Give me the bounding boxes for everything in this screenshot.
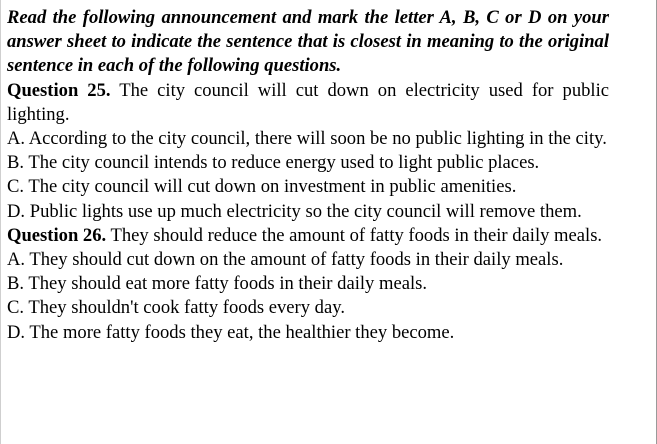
question-25 (7, 79, 609, 224)
question-stem (7, 224, 609, 248)
answer-option-c: C. They shouldn't cook fatty foods every day. (7, 297, 345, 319)
answer-option-c: C. The city council will cut down on investment in public amenities. (7, 176, 517, 198)
question-label: Question 25. (7, 79, 111, 101)
instruction-text: Read the following announcement and mark the letter A, B, C or D on your answer sheet to indicate the sentence that is closest in meaning to the original sentence in each of the following questions. (7, 7, 609, 77)
document-content (7, 6, 609, 345)
answer-option-a: A. They should cut down on the amount of fatty foods in their daily meals. (7, 249, 564, 271)
answer-option-d: D. The more fatty foods they eat, the healthier they become. (7, 321, 455, 343)
question-label: Question 26. (7, 224, 107, 246)
answer-option-a: A. According to the city council, there will soon be no public lighting in the city. (7, 128, 607, 150)
answer-option-d: D. Public lights use up much electricity so the city council will remove them. (7, 200, 582, 222)
question-26 (7, 224, 609, 345)
answer-option-b: B. They should eat more fatty foods in their daily meals. (7, 273, 427, 295)
question-text: They should reduce the amount of fatty foods in their daily meals. (106, 224, 603, 246)
question-stem (7, 79, 609, 127)
question-text: The city council will cut down on electricity used for public lighting. (7, 79, 609, 125)
answer-option-b: B. The city council intends to reduce energy used to light public places. (7, 152, 540, 174)
